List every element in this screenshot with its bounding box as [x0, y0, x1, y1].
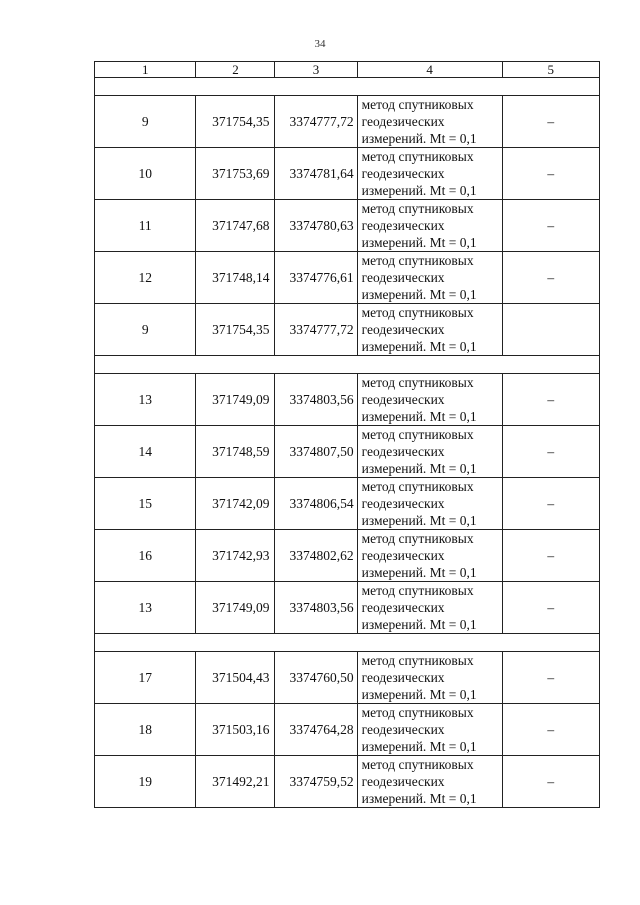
y-coordinate-cell: 3374803,56 [275, 374, 357, 426]
method-line: геодезических [361, 444, 445, 459]
x-coordinate-cell: 371753,69 [196, 148, 275, 200]
method-cell [357, 756, 502, 808]
group-separator-row [95, 356, 600, 374]
group-separator-cell [95, 356, 600, 374]
method-line: геодезических [361, 270, 445, 285]
point-number-cell: 12 [95, 252, 196, 304]
group-separator-cell [95, 78, 600, 96]
y-coordinate-cell: 3374764,28 [275, 704, 357, 756]
x-coordinate-cell: 371742,93 [196, 530, 275, 582]
note-cell: – [502, 652, 599, 704]
table-row [95, 756, 600, 808]
method-cell [357, 374, 502, 426]
point-number-cell: 15 [95, 478, 196, 530]
y-coordinate-cell: 3374776,61 [275, 252, 357, 304]
note-cell: – [502, 148, 599, 200]
method-line: измерений. Mt = 0,1 [361, 687, 477, 702]
y-coordinate-cell: 3374781,64 [275, 148, 357, 200]
method-line: измерений. Mt = 0,1 [361, 183, 477, 198]
header-cell-5: 5 [502, 62, 599, 78]
point-number-cell: 9 [95, 96, 196, 148]
point-number-cell: 18 [95, 704, 196, 756]
method-line: метод спутниковых [361, 201, 474, 216]
note-cell: – [502, 478, 599, 530]
method-line: геодезических [361, 322, 445, 337]
method-line: метод спутниковых [361, 253, 474, 268]
group-separator-row [95, 634, 600, 652]
method-line: измерений. Mt = 0,1 [361, 409, 477, 424]
method-line: метод спутниковых [361, 305, 474, 320]
table-row [95, 426, 600, 478]
x-coordinate-cell: 371747,68 [196, 200, 275, 252]
group-separator-row [95, 78, 600, 96]
method-cell [357, 530, 502, 582]
method-line: геодезических [361, 218, 445, 233]
method-line: геодезических [361, 114, 445, 129]
method-cell [357, 478, 502, 530]
header-cell-1: 1 [95, 62, 196, 78]
method-line: геодезических [361, 166, 445, 181]
method-line: измерений. Mt = 0,1 [361, 339, 477, 354]
method-line: метод спутниковых [361, 531, 474, 546]
x-coordinate-cell: 371749,09 [196, 374, 275, 426]
method-line: метод спутниковых [361, 375, 474, 390]
y-coordinate-cell: 3374780,63 [275, 200, 357, 252]
method-line: метод спутниковых [361, 583, 474, 598]
coordinates-table [94, 61, 600, 808]
method-line: метод спутниковых [361, 97, 474, 112]
method-line: измерений. Mt = 0,1 [361, 235, 477, 250]
table-row [95, 652, 600, 704]
method-line: геодезических [361, 722, 445, 737]
header-cell-4: 4 [357, 62, 502, 78]
method-line: геодезических [361, 496, 445, 511]
y-coordinate-cell: 3374806,54 [275, 478, 357, 530]
y-coordinate-cell: 3374760,50 [275, 652, 357, 704]
method-cell [357, 652, 502, 704]
table-row [95, 200, 600, 252]
point-number-cell: 14 [95, 426, 196, 478]
table-row [95, 148, 600, 200]
method-cell [357, 704, 502, 756]
method-line: геодезических [361, 600, 445, 615]
method-cell [357, 148, 502, 200]
header-cell-2: 2 [196, 62, 275, 78]
y-coordinate-cell: 3374759,52 [275, 756, 357, 808]
x-coordinate-cell: 371754,35 [196, 96, 275, 148]
table-row [95, 582, 600, 634]
point-number-cell: 9 [95, 304, 196, 356]
table-row [95, 704, 600, 756]
y-coordinate-cell: 3374777,72 [275, 96, 357, 148]
table-row [95, 374, 600, 426]
method-line: геодезических [361, 548, 445, 563]
note-cell: – [502, 582, 599, 634]
method-line: измерений. Mt = 0,1 [361, 617, 477, 632]
method-cell [357, 426, 502, 478]
method-line: метод спутниковых [361, 705, 474, 720]
method-line: геодезических [361, 774, 445, 789]
method-line: измерений. Mt = 0,1 [361, 513, 477, 528]
y-coordinate-cell: 3374777,72 [275, 304, 357, 356]
note-cell: – [502, 530, 599, 582]
table-row [95, 304, 600, 356]
table-row [95, 478, 600, 530]
x-coordinate-cell: 371742,09 [196, 478, 275, 530]
note-cell: – [502, 374, 599, 426]
method-line: геодезических [361, 670, 445, 685]
header-cell-3: 3 [275, 62, 357, 78]
page-number: 34 [314, 38, 326, 50]
note-cell: – [502, 252, 599, 304]
note-cell: – [502, 200, 599, 252]
x-coordinate-cell: 371492,21 [196, 756, 275, 808]
group-separator-cell [95, 634, 600, 652]
point-number-cell: 13 [95, 582, 196, 634]
method-line: измерений. Mt = 0,1 [361, 565, 477, 580]
method-cell [357, 96, 502, 148]
note-cell: – [502, 704, 599, 756]
x-coordinate-cell: 371504,43 [196, 652, 275, 704]
method-line: метод спутниковых [361, 427, 474, 442]
table-header-row [95, 62, 600, 78]
point-number-cell: 16 [95, 530, 196, 582]
method-line: метод спутниковых [361, 757, 474, 772]
method-cell [357, 304, 502, 356]
note-cell: – [502, 96, 599, 148]
method-line: измерений. Mt = 0,1 [361, 287, 477, 302]
x-coordinate-cell: 371748,59 [196, 426, 275, 478]
point-number-cell: 19 [95, 756, 196, 808]
note-cell [502, 304, 599, 356]
note-cell: – [502, 756, 599, 808]
method-cell [357, 582, 502, 634]
x-coordinate-cell: 371754,35 [196, 304, 275, 356]
point-number-cell: 10 [95, 148, 196, 200]
method-line: метод спутниковых [361, 149, 474, 164]
method-line: метод спутниковых [361, 653, 474, 668]
point-number-cell: 11 [95, 200, 196, 252]
point-number-cell: 13 [95, 374, 196, 426]
table-row [95, 252, 600, 304]
y-coordinate-cell: 3374803,56 [275, 582, 357, 634]
table-row [95, 96, 600, 148]
method-line: измерений. Mt = 0,1 [361, 791, 477, 806]
method-line: измерений. Mt = 0,1 [361, 461, 477, 476]
x-coordinate-cell: 371749,09 [196, 582, 275, 634]
note-cell: – [502, 426, 599, 478]
x-coordinate-cell: 371503,16 [196, 704, 275, 756]
point-number-cell: 17 [95, 652, 196, 704]
method-cell [357, 252, 502, 304]
method-line: измерений. Mt = 0,1 [361, 131, 477, 146]
y-coordinate-cell: 3374807,50 [275, 426, 357, 478]
method-line: измерений. Mt = 0,1 [361, 739, 477, 754]
method-line: метод спутниковых [361, 479, 474, 494]
method-line: геодезических [361, 392, 445, 407]
x-coordinate-cell: 371748,14 [196, 252, 275, 304]
table-row [95, 530, 600, 582]
y-coordinate-cell: 3374802,62 [275, 530, 357, 582]
method-cell [357, 200, 502, 252]
